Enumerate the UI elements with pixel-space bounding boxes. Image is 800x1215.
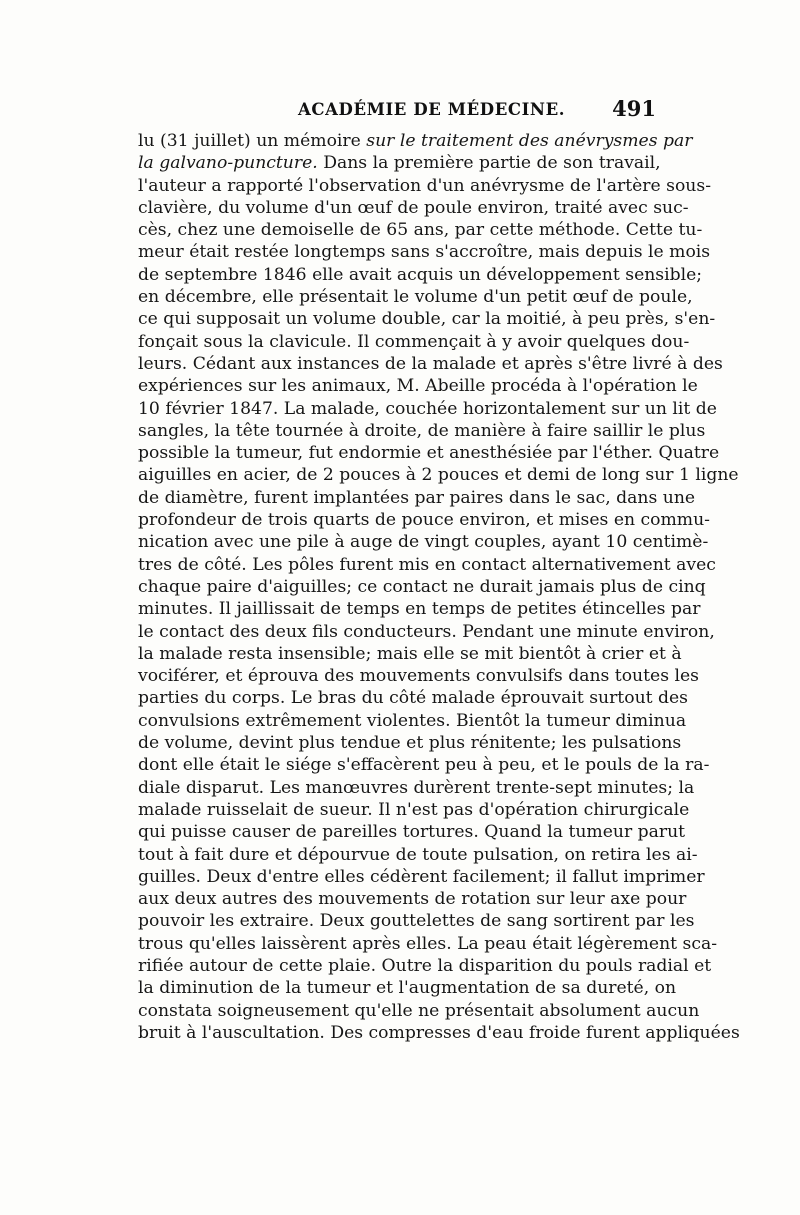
- line-text: le contact des deux fils conducteurs. Pendant une minute environ,: [138, 621, 715, 642]
- text-line: [138, 308, 716, 330]
- line-text: possible la tumeur, fut endormie et anesthésiée par l'éther. Quatre: [138, 443, 720, 464]
- line-text: tres de côté. Les pôles furent mis en contact alternativement avec: [138, 554, 716, 575]
- text-line: [138, 554, 716, 576]
- line-text: la malade resta insensible; mais elle se mit bientôt à crier et à: [138, 643, 682, 664]
- text-line: [138, 420, 706, 442]
- line-text: lu (31 juillet) un mémoire: [138, 131, 367, 151]
- text-line: [138, 264, 703, 286]
- text-line: [138, 754, 710, 776]
- text-line: [138, 687, 688, 709]
- italic-title-text: la galvano-puncture.: [138, 153, 318, 174]
- line-text: convulsions extrêmement violentes. Bientôt la tumeur diminua: [138, 710, 687, 731]
- line-text: clavière, du volume d'un œuf de poule environ, traité avec suc-: [138, 197, 689, 218]
- italic-title-text: sur le traitement des anévrysmes par: [366, 131, 693, 151]
- text-line: [138, 241, 711, 263]
- line-text: minutes. Il jaillissait de temps en temps de petites étincelles par: [138, 599, 701, 620]
- text-line: [138, 866, 705, 888]
- line-text: l'auteur a rapporté l'observation d'un anévrysme de l'artère sous-: [138, 175, 711, 196]
- line-text: fonçait sous la clavicule. Il commençait à y avoir quelques dou-: [138, 331, 690, 352]
- text-line: [138, 487, 696, 509]
- line-text: aiguilles en acier, de 2 pouces à 2 pouces et demi de long sur 1 ligne: [138, 465, 739, 486]
- text-line: [138, 353, 723, 375]
- text-line: [138, 799, 690, 821]
- line-text: nication avec une pile à auge de vingt couples, ayant 10 centimè-: [138, 532, 709, 553]
- text-line: [138, 621, 715, 643]
- text-line: [138, 1022, 740, 1044]
- text-line: [138, 732, 682, 754]
- text-line: [138, 910, 695, 932]
- text-line: [138, 375, 698, 397]
- text-line: [138, 598, 701, 620]
- text-line: [138, 152, 661, 174]
- text-line: [138, 888, 687, 910]
- text-line: [138, 175, 711, 197]
- line-text: malade ruisselait de sueur. Il n'est pas d'opération chirurgicale: [138, 799, 690, 820]
- running-title: ACADÉMIE DE MÉDECINE.: [298, 100, 566, 119]
- line-text: sangles, la tête tournée à droite, de manière à faire saillir le plus: [138, 420, 706, 441]
- line-text: trous qu'elles laissèrent après elles. La peau était légèrement sca-: [138, 933, 718, 954]
- body-text: [138, 130, 740, 1044]
- text-line: [138, 197, 689, 219]
- line-text: Dans la première partie de son travail,: [317, 153, 661, 174]
- line-text: constata soigneusement qu'elle ne présentait absolument aucun: [138, 1000, 700, 1021]
- text-line: [138, 464, 739, 486]
- text-line: [138, 576, 706, 598]
- text-line: [138, 821, 686, 843]
- text-line: [138, 665, 699, 687]
- line-text: chaque paire d'aiguilles; ce contact ne durait jamais plus de cinq: [138, 576, 706, 597]
- line-text: bruit à l'auscultation. Des compresses d'eau froide furent appliquées: [138, 1022, 740, 1043]
- text-line: [138, 777, 695, 799]
- line-text: parties du corps. Le bras du côté malade éprouvait surtout des: [138, 688, 688, 709]
- text-line: [138, 977, 677, 999]
- line-text: aux deux autres des mouvements de rotation sur leur axe pour: [138, 889, 687, 910]
- line-text: la diminution de la tumeur et l'augmentation de sa dureté, on: [138, 978, 677, 999]
- page-header: [138, 96, 656, 130]
- text-line: [138, 933, 718, 955]
- line-text: tout à fait dure et dépourvue de toute pulsation, on retira les ai-: [138, 844, 698, 865]
- line-text: de septembre 1846 elle avait acquis un développement sensible;: [138, 264, 703, 285]
- line-text: expériences sur les animaux, M. Abeille procéda à l'opération le: [138, 376, 698, 397]
- line-text: profondeur de trois quarts de pouce environ, et mises en commu-: [138, 510, 710, 531]
- line-text: ce qui supposait un volume double, car la moitié, à peu près, s'en-: [138, 309, 716, 330]
- line-text: dont elle était le siége s'effacèrent peu à peu, et le pouls de la ra-: [138, 755, 710, 776]
- line-text: de diamètre, furent implantées par paires dans le sac, dans une: [138, 487, 696, 508]
- line-text: rifiée autour de cette plaie. Outre la disparition du pouls radial et: [138, 955, 712, 976]
- text-line: [138, 331, 690, 353]
- line-text: de volume, devint plus tendue et plus rénitente; les pulsations: [138, 733, 682, 754]
- text-line: [138, 130, 693, 152]
- text-line: [138, 219, 703, 241]
- line-text: diale disparut. Les manœuvres durèrent trente-sept minutes; la: [138, 777, 695, 798]
- line-text: guilles. Deux d'entre elles cédèrent facilement; il fallut imprimer: [138, 866, 705, 887]
- text-line: [138, 442, 720, 464]
- text-line: [138, 286, 693, 308]
- text-line: [138, 955, 712, 977]
- page-number: 491: [612, 96, 656, 121]
- line-text: vociférer, et éprouva des mouvements convulsifs dans toutes les: [138, 666, 699, 687]
- text-line: [138, 1000, 700, 1022]
- text-line: [138, 531, 709, 553]
- line-text: qui puisse causer de pareilles tortures. Quand la tumeur parut: [138, 822, 686, 843]
- text-line: [138, 398, 717, 420]
- line-text: 10 février 1847. La malade, couchée horizontalement sur un lit de: [138, 398, 717, 419]
- line-text: leurs. Cédant aux instances de la malade et après s'être livré à des: [138, 353, 723, 374]
- text-line: [138, 710, 687, 732]
- text-line: [138, 643, 682, 665]
- line-text: meur était restée longtemps sans s'accroître, mais depuis le mois: [138, 242, 711, 263]
- line-text: cès, chez une demoiselle de 65 ans, par cette méthode. Cette tu-: [138, 220, 703, 241]
- line-text: pouvoir les extraire. Deux gouttelettes de sang sortirent par les: [138, 911, 695, 932]
- text-line: [138, 844, 698, 866]
- text-line: [138, 509, 710, 531]
- line-text: en décembre, elle présentait le volume d'un petit œuf de poule,: [138, 287, 693, 308]
